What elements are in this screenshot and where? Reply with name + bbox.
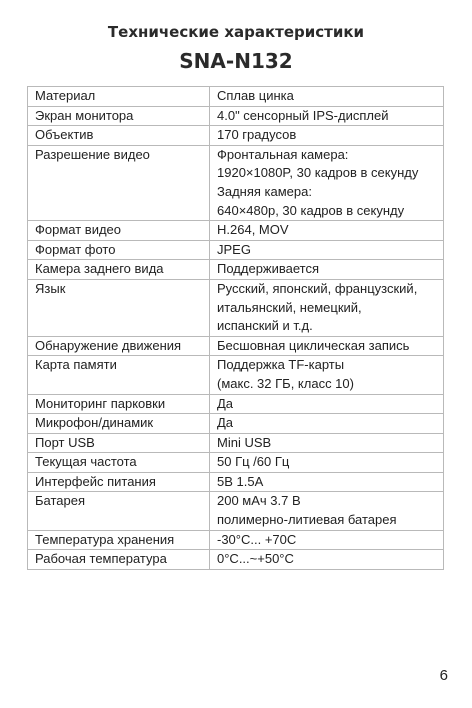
spec-value-line: 640×480p, 30 кадров в секунду <box>217 202 405 218</box>
spec-value <box>210 145 444 220</box>
spec-row <box>28 433 444 453</box>
spec-row <box>28 492 444 530</box>
page-title: Технические характеристики <box>107 23 365 41</box>
spec-value-line: Бесшовная циклическая запись <box>217 337 410 353</box>
spec-value <box>210 279 444 336</box>
spec-label: Обнаружение движения <box>28 336 210 356</box>
spec-value-line: 4.0" сенсорный IPS-дисплей <box>217 107 389 123</box>
spec-value <box>210 433 444 453</box>
spec-table-body <box>28 87 444 570</box>
spec-value-line: 5В 1.5А <box>217 473 264 489</box>
spec-value-line: 1920×1080P, 30 кадров в секунду <box>217 165 419 181</box>
spec-label: Камера заднего вида <box>28 260 210 280</box>
spec-value-line: Да <box>217 415 234 431</box>
spec-value <box>210 550 444 570</box>
spec-label: Материал <box>28 87 210 107</box>
spec-label: Текущая частота <box>28 453 210 473</box>
spec-row <box>28 279 444 336</box>
spec-value-line: Задняя камера: <box>217 183 312 199</box>
spec-value-line: полимерно-литиевая батарея <box>217 512 397 528</box>
spec-value-line: Русский, японский, французский, <box>217 280 418 296</box>
spec-value-line: JPEG <box>217 241 251 257</box>
spec-value <box>210 394 444 414</box>
spec-label: Объектив <box>28 126 210 146</box>
spec-row <box>28 240 444 260</box>
spec-value <box>210 356 444 394</box>
spec-row <box>28 453 444 473</box>
spec-row <box>28 145 444 220</box>
spec-row <box>28 472 444 492</box>
spec-value-line: (макс. 32 ГБ, класс 10) <box>217 375 354 391</box>
spec-row <box>28 260 444 280</box>
spec-row <box>28 126 444 146</box>
spec-row <box>28 87 444 107</box>
spec-value <box>210 87 444 107</box>
spec-label: Батарея <box>28 492 210 530</box>
spec-value-line: 170 градусов <box>217 127 297 143</box>
spec-value-line: Сплав цинка <box>217 88 294 103</box>
spec-row <box>28 414 444 434</box>
spec-value-line: 50 Гц /60 Гц <box>217 454 290 470</box>
spec-row <box>28 550 444 570</box>
spec-value-line: Поддержка TF-карты <box>217 357 345 373</box>
page-number: 6 <box>439 667 448 684</box>
spec-value <box>210 240 444 260</box>
spec-label: Разрешение видео <box>28 145 210 220</box>
model-name: SNA-N132 <box>179 49 293 73</box>
spec-label: Интерфейс питания <box>28 472 210 492</box>
spec-value <box>210 453 444 473</box>
spec-value <box>210 260 444 280</box>
spec-table <box>27 86 444 570</box>
spec-value-line: Да <box>217 395 234 411</box>
spec-row <box>28 394 444 414</box>
spec-label: Порт USB <box>28 433 210 453</box>
spec-value-line: Фронтальная камера: <box>217 146 349 162</box>
spec-row <box>28 106 444 126</box>
spec-value-line: H.264, MOV <box>217 222 289 238</box>
spec-value-line: Mini USB <box>217 434 272 450</box>
spec-value <box>210 414 444 434</box>
spec-value <box>210 106 444 126</box>
spec-value <box>210 336 444 356</box>
spec-value-line: 200 мАч 3.7 В <box>217 493 301 509</box>
spec-label: Микрофон/динамик <box>28 414 210 434</box>
spec-value-line: испанский и т.д. <box>217 318 313 334</box>
spec-label: Экран монитора <box>28 106 210 126</box>
spec-value-line: -30°С... +70С <box>217 531 297 547</box>
spec-row <box>28 530 444 550</box>
spec-value <box>210 530 444 550</box>
spec-row <box>28 221 444 241</box>
spec-value-line: 0°С...~+50°С <box>217 551 294 567</box>
spec-label: Карта памяти <box>28 356 210 394</box>
spec-row <box>28 356 444 394</box>
spec-value-line: итальянский, немецкий, <box>217 299 362 315</box>
spec-value <box>210 492 444 530</box>
spec-label: Язык <box>28 279 210 336</box>
spec-value <box>210 472 444 492</box>
spec-value <box>210 221 444 241</box>
spec-row <box>28 336 444 356</box>
spec-value <box>210 126 444 146</box>
spec-label: Мониторинг парковки <box>28 394 210 414</box>
spec-label: Формат видео <box>28 221 210 241</box>
spec-label: Формат фото <box>28 240 210 260</box>
spec-label: Рабочая температура <box>28 550 210 570</box>
spec-value-line: Поддерживается <box>217 261 320 277</box>
spec-label: Температура хранения <box>28 530 210 550</box>
